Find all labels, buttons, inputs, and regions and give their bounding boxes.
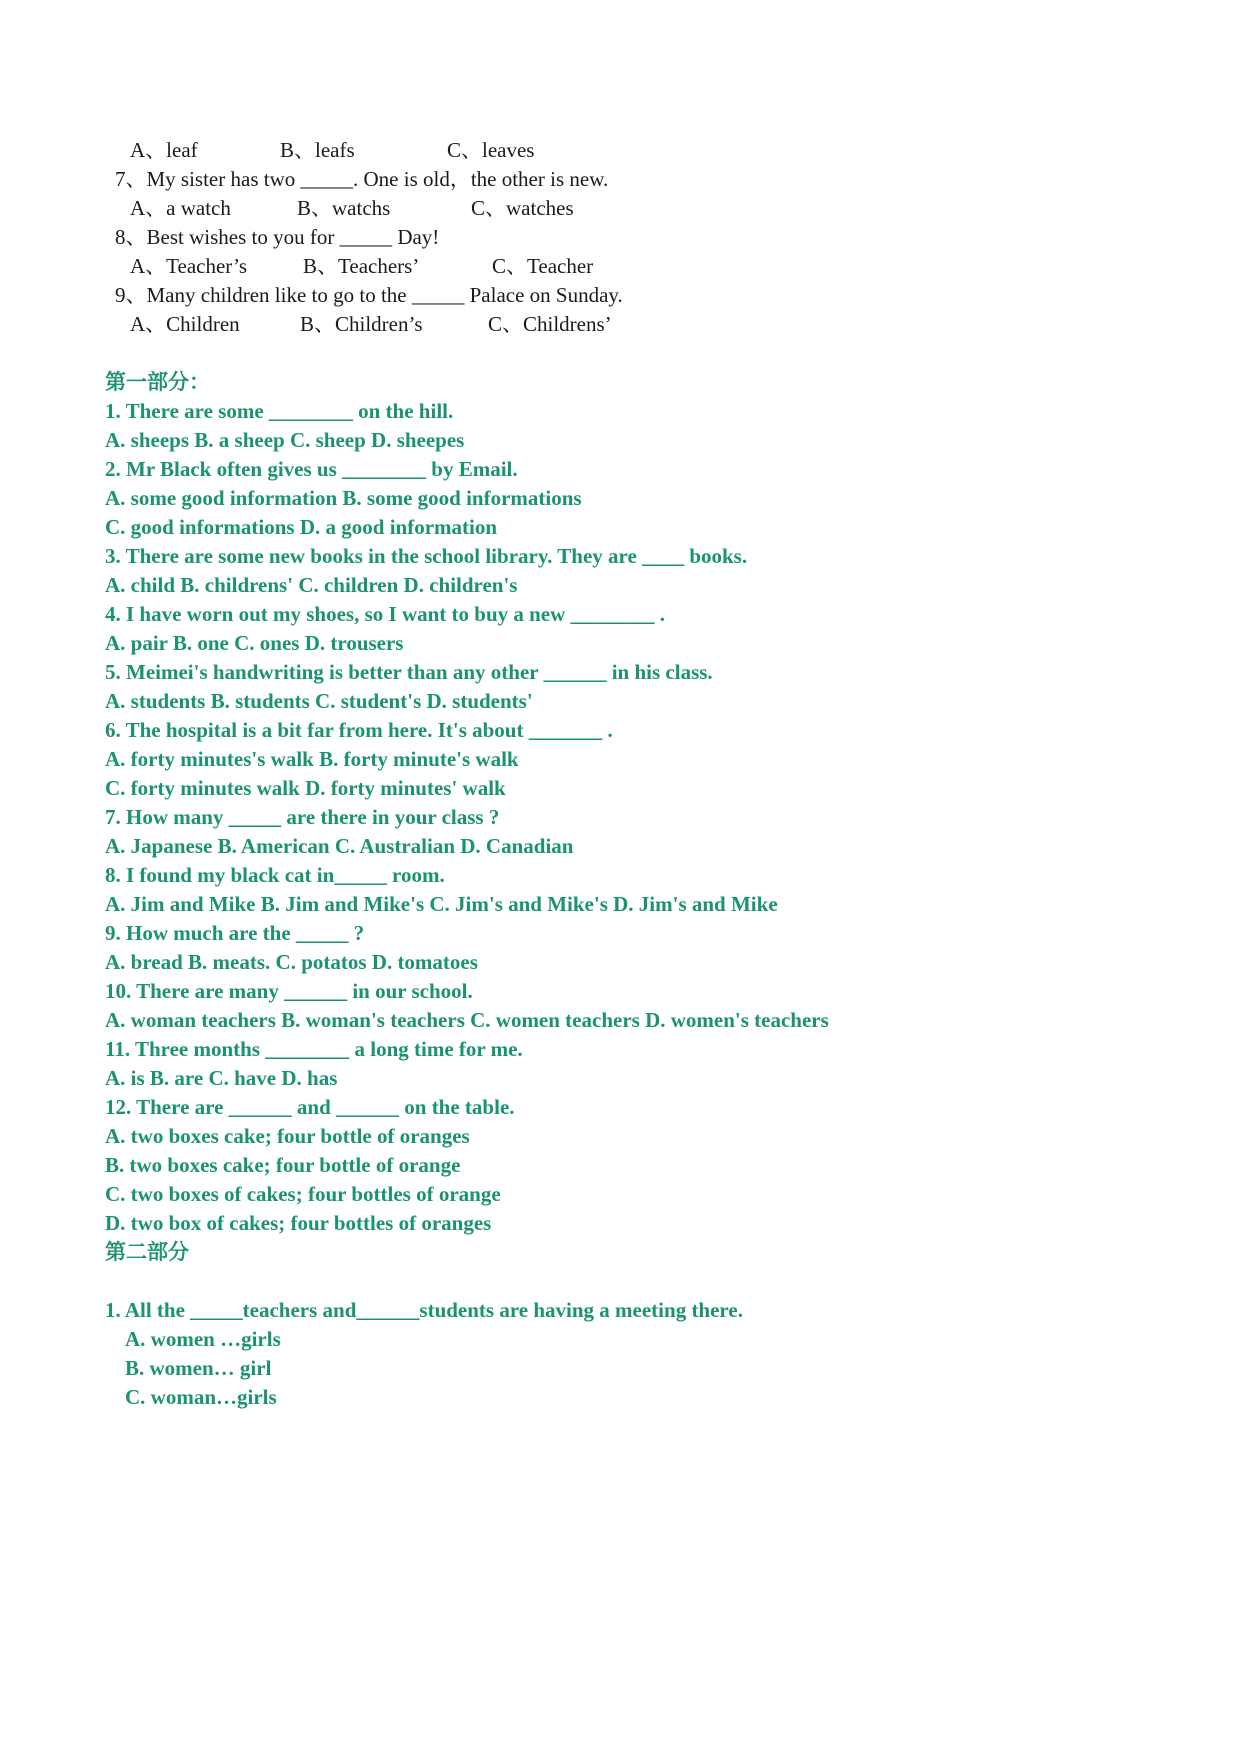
part1-line: C. forty minutes walk D. forty minutes' walk (105, 776, 506, 800)
part1-line: A. two boxes cake; four bottle of oranges (105, 1124, 470, 1148)
part1-line: 11. Three months ________ a long time for me. (105, 1037, 523, 1061)
part2-option-c: C. woman…girls (125, 1385, 277, 1409)
part1-line: A. Japanese B. American C. Australian D. Canadian (105, 834, 574, 858)
q6-option-a: A、leaf (130, 138, 198, 162)
q8-option-a: A、Teacher’s (130, 254, 248, 278)
part1-line: 10. There are many ______ in our school. (105, 979, 473, 1003)
part1-line: A. pair B. one C. ones D. trousers (105, 631, 404, 655)
question-8: 8、Best wishes to you for _____ Day! (115, 225, 440, 249)
part1-line: A. bread B. meats. C. potatos D. tomatoes (105, 950, 478, 974)
q8-option-c: C、Teacher (492, 254, 594, 278)
q7-option-b: B、watchs (297, 196, 391, 220)
q9-option-c: C、Childrens’ (488, 312, 612, 336)
part1-line: 2. Mr Black often gives us ________ by Email. (105, 457, 518, 481)
part1-line: 3. There are some new books in the school library. They are ____ books. (105, 544, 748, 568)
part1-line: A. is B. are C. have D. has (105, 1066, 338, 1090)
part2-heading: 第二部分 (105, 1240, 189, 1264)
part1-line: A. woman teachers B. woman's teachers C. women teachers D. women's teachers (105, 1008, 829, 1032)
q6-option-b: B、leafs (280, 138, 355, 162)
part1-line: C. two boxes of cakes; four bottles of orange (105, 1182, 501, 1206)
question-7: 7、My sister has two _____. One is old，the other is new. (115, 167, 609, 191)
part1-line: C. good informations D. a good information (105, 515, 498, 539)
part1-line: 9. How much are the _____ ? (105, 921, 365, 945)
part1-line: 1. There are some ________ on the hill. (105, 399, 454, 423)
part1-line: A. forty minutes's walk B. forty minute's walk (105, 747, 519, 771)
part1-line: A. child B. childrens' C. children D. children's (105, 573, 518, 597)
q9-option-a: A、Children (130, 312, 240, 336)
q7-option-a: A、a watch (130, 196, 231, 220)
part1-heading: 第一部分： (105, 370, 210, 394)
question-9: 9、Many children like to go to the _____ Palace on Sunday. (115, 283, 623, 307)
q6-option-c: C、leaves (447, 138, 535, 162)
q9-option-b: B、Children’s (300, 312, 423, 336)
part1-line: 5. Meimei's handwriting is better than any other ______ in his class. (105, 660, 713, 684)
part1-line: A. students B. students C. student's D. students' (105, 689, 533, 713)
part1-line: 12. There are ______ and ______ on the table. (105, 1095, 515, 1119)
part1-line: 7. How many _____ are there in your class ? (105, 805, 500, 829)
part1-line: 8. I found my black cat in_____ room. (105, 863, 445, 887)
part1-line: 4. I have worn out my shoes, so I want to buy a new ________ . (105, 602, 666, 626)
q7-option-c: C、watches (471, 196, 574, 220)
q8-option-b: B、Teachers’ (303, 254, 420, 278)
part1-line: D. two box of cakes; four bottles of oranges (105, 1211, 492, 1235)
part1-line: A. Jim and Mike B. Jim and Mike's C. Jim's and Mike's D. Jim's and Mike (105, 892, 778, 916)
part1-line: 6. The hospital is a bit far from here. It's about _______ . (105, 718, 613, 742)
part1-line: B. two boxes cake; four bottle of orange (105, 1153, 461, 1177)
part1-line: A. sheeps B. a sheep C. sheep D. sheepes (105, 428, 465, 452)
part2-option-b: B. women… girl (125, 1356, 272, 1380)
part1-line: A. some good information B. some good informations (105, 486, 582, 510)
part2-question-1: 1. All the _____teachers and______students are having a meeting there. (105, 1298, 743, 1322)
part2-option-a: A. women …girls (125, 1327, 281, 1351)
